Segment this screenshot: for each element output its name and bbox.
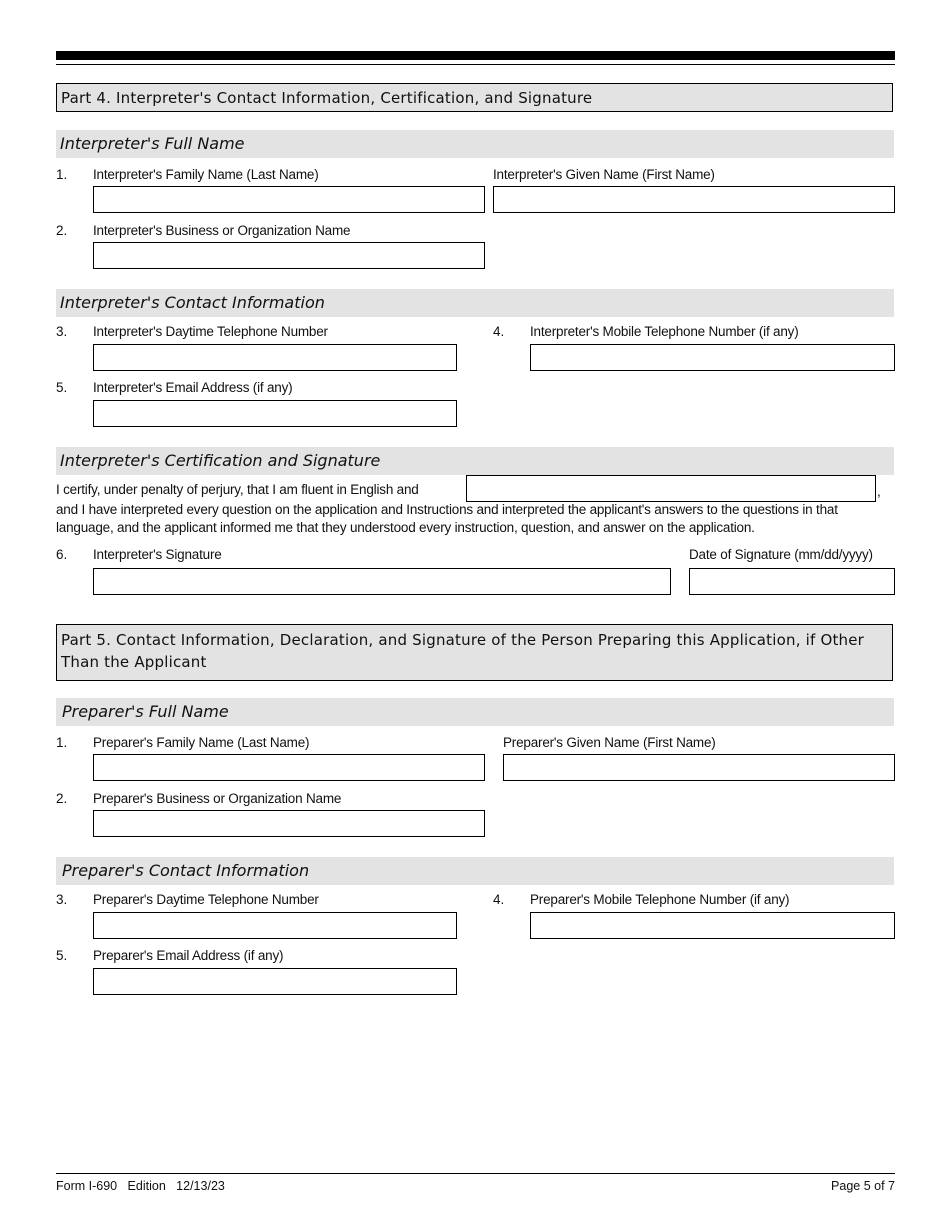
interpreter-signature-label: Interpreter's Signature (93, 547, 222, 562)
item-number-1: 1. (56, 735, 68, 750)
preparer-full-name-heading: Preparer's Full Name (56, 698, 894, 726)
certification-comma: , (877, 484, 881, 499)
item-number-3: 3. (56, 324, 68, 339)
preparer-given-name-label: Preparer's Given Name (First Name) (503, 735, 716, 750)
preparer-daytime-phone-field[interactable] (93, 912, 457, 939)
preparer-family-name-label: Preparer's Family Name (Last Name) (93, 735, 310, 750)
interpreter-daytime-phone-label: Interpreter's Daytime Telephone Number (93, 324, 328, 339)
page-number: Page 5 of 7 (831, 1179, 895, 1193)
interpreter-mobile-phone-field[interactable] (530, 344, 895, 371)
preparer-business-name-label: Preparer's Business or Organization Name (93, 791, 342, 806)
preparer-email-label: Preparer's Email Address (if any) (93, 948, 284, 963)
preparer-family-name-field[interactable] (93, 754, 485, 781)
interpreter-email-label: Interpreter's Email Address (if any) (93, 380, 293, 395)
item-number-6: 6. (56, 547, 68, 562)
item-number-2: 2. (56, 791, 68, 806)
preparer-daytime-phone-label: Preparer's Daytime Telephone Number (93, 892, 319, 907)
preparer-mobile-phone-label: Preparer's Mobile Telephone Number (if any) (530, 892, 790, 907)
interpreter-email-field[interactable] (93, 400, 457, 427)
part4-title: Part 4. Interpreter's Contact Information, Certification, and Signature (56, 83, 893, 112)
part5-title: Part 5. Contact Information, Declaration, and Signature of the Person Preparing this Application, if Other Than the Applicant (56, 624, 893, 681)
interpreter-business-name-field[interactable] (93, 242, 485, 269)
item-number-5: 5. (56, 948, 68, 963)
interpreter-full-name-heading: Interpreter's Full Name (56, 130, 894, 158)
preparer-business-name-field[interactable] (93, 810, 485, 837)
interpreter-mobile-phone-label: Interpreter's Mobile Telephone Number (if any) (530, 324, 799, 339)
interpreter-signature-date-field[interactable] (689, 568, 895, 595)
interpreter-family-name-label: Interpreter's Family Name (Last Name) (93, 167, 319, 182)
signature-date-label: Date of Signature (mm/dd/yyyy) (689, 547, 873, 562)
footer-rule (56, 1173, 895, 1174)
interpreter-given-name-field[interactable] (493, 186, 895, 213)
item-number-4: 4. (493, 892, 505, 907)
interpreter-daytime-phone-field[interactable] (93, 344, 457, 371)
interpreter-certification-heading: Interpreter's Certification and Signature (56, 447, 894, 475)
interpreter-business-name-label: Interpreter's Business or Organization Name (93, 223, 351, 238)
item-number-3: 3. (56, 892, 68, 907)
interpreter-signature-field[interactable] (93, 568, 671, 595)
form-edition: Form I-690 Edition 12/13/23 (56, 1179, 225, 1193)
item-number-4: 4. (493, 324, 505, 339)
top-rule-thick (56, 51, 895, 60)
top-rule-thin (56, 64, 895, 65)
interpreter-contact-heading: Interpreter's Contact Information (56, 289, 894, 317)
interpreter-language-field[interactable] (466, 475, 876, 502)
item-number-1: 1. (56, 167, 68, 182)
item-number-5: 5. (56, 380, 68, 395)
preparer-email-field[interactable] (93, 968, 457, 995)
preparer-mobile-phone-field[interactable] (530, 912, 895, 939)
interpreter-given-name-label: Interpreter's Given Name (First Name) (493, 167, 715, 182)
preparer-contact-heading: Preparer's Contact Information (56, 857, 894, 885)
preparer-given-name-field[interactable] (503, 754, 895, 781)
item-number-2: 2. (56, 223, 68, 238)
interpreter-family-name-field[interactable] (93, 186, 485, 213)
certification-text-body: and I have interpreted every question on the application and Instructions and interpreted the applicant's answers to the questions in that language, and the applicant informed me that they understood every instruction, question, and answer on the application. (56, 502, 838, 535)
certification-text-line1: I certify, under penalty of perjury, that I am fluent in English and (56, 482, 419, 497)
